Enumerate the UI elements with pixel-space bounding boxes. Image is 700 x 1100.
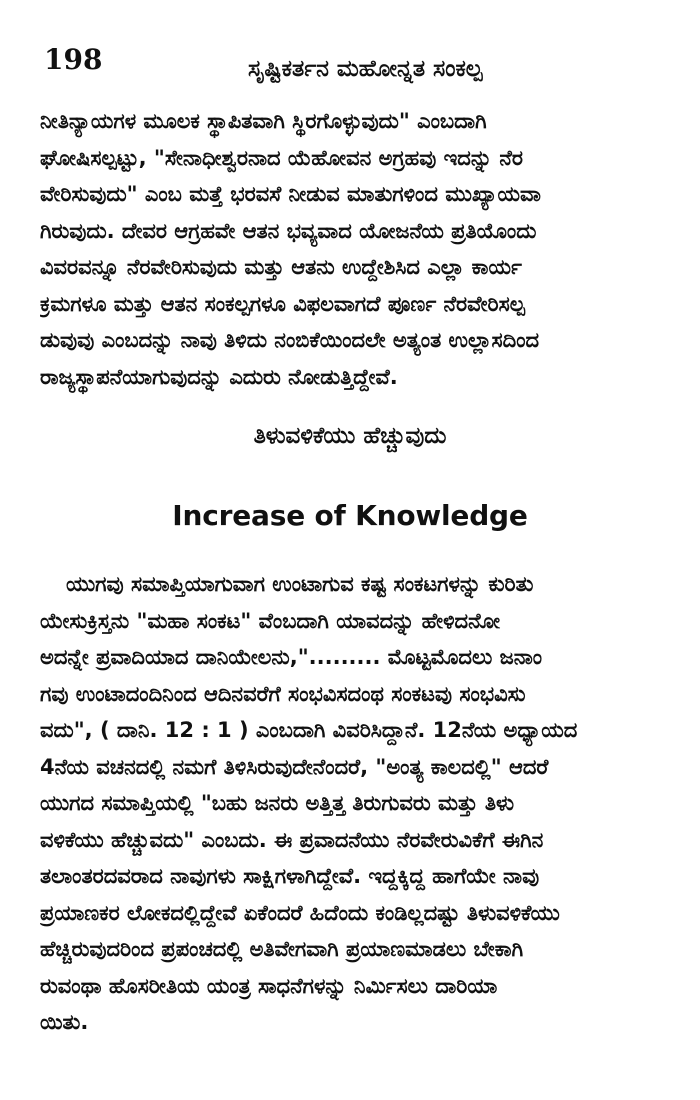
paragraph-line: ಯಿತು.	[40, 1010, 89, 1034]
paragraph-line: ಯುಗದ ಸಮಾಪ್ತಿಯಲ್ಲಿ "ಬಹು ಜನರು ಅತ್ತಿತ್ತ ತಿರುಗುವರು ಮತ್ತು ತಿಳು	[40, 791, 515, 815]
paragraph-line: ರುವಂಥಾ ಹೊಸರೀತಿಯ ಯಂತ್ರ ಸಾಧನೆಗಳನ್ನು ನಿರ್ಮಿಸಲು ದಾರಿಯಾ	[40, 973, 498, 998]
paragraph-line: ಅದನ್ನೇ ಪ್ರವಾದಿಯಾದ ದಾನಿಯೇಲನು,"......... ಮೊಟ್ಟಮೊದಲು ಜನಾಂ	[40, 645, 543, 669]
paragraph-line: 4ನೆಯ ವಚನದಲ್ಲಿ ನಮಗೆ ತಿಳಿಸಿರುವುದೇನೆಂದರೆ, "ಅಂತ್ಯ ಕಾಲದಲ್ಲಿ" ಆದರೆ	[40, 754, 549, 779]
paragraph-line: ವದು", ( ದಾನಿ. 12 : 1 ) ಎಂಬದಾಗಿ ವಿವರಿಸಿದ್ದಾನೆ. 12ನೆಯ ಅಧ್ಯಾಯದ	[40, 718, 578, 742]
paragraph-line: ಪ್ರಯಾಣಕರ ಲೋಕದಲ್ಲಿದ್ದೇವೆ ಏಕೆಂದರೆ ಹಿದೆಂದು ಕಂಡಿಲ್ಲದಷ್ಟು ತಿಳುವಳಿಕೆಯು	[40, 900, 560, 925]
paragraph-line: ಘೋಷಿಸಲ್ಪಟ್ಟು, "ಸೇನಾಧೀಶ್ವರನಾದ ಯೆಹೋವನ ಅಗ್ರಹವು ಇದನ್ನು ನೆರ	[40, 145, 523, 170]
paragraph-line: ನೀತಿನ್ಯಾಯಗಳ ಮೂಲಕ ಸ್ಥಾಪಿತವಾಗಿ ಸ್ಥಿರಗೊಳ್ಳುವುದು" ಎಂಬದಾಗಿ	[40, 109, 487, 133]
paragraph-line: ಕ್ರಮಗಳೂ ಮತ್ತು ಆತನ ಸಂಕಲ್ಪಗಳೂ ವಿಫಲವಾಗದೆ ಪೂರ್ಣ ನೆರವೇರಿಸಲ್ಪ	[40, 291, 525, 316]
paragraph-line: ವಳಿಕೆಯು ಹೆಚ್ಚುವದು" ಎಂಬದು. ಈ ಪ್ರವಾದನೆಯು ನೆರವೇರುವಿಕೆಗೆ ಈಗಿನ	[40, 827, 544, 852]
paragraph-line: ಡುವುವು ಎಂಬದನ್ನು ನಾವು ತಿಳಿದು ನಂಬಿಕೆಯಿಂದಲೇ ಅತ್ಯಂತ ಉಲ್ಲಾಸದಿಂದ	[40, 328, 540, 352]
paragraph-line: ಗಿರುವುದು. ದೇವರ ಆಗ್ರಹವೇ ಆತನ ಭವ್ಯವಾದ ಯೋಜನೆಯ ಪ್ರತಿಯೊಂದು	[40, 218, 537, 243]
paragraph-line: ವೇರಿಸುವುದು" ಎಂಬ ಮತ್ತೆ ಭರವಸೆ ನೀಡುವ ಮಾತುಗಳಿಂದ ಮುಖ್ಯಾಯವಾ	[40, 182, 541, 206]
paragraph-line: ಯುಗವು ಸಮಾಪ್ತಿಯಾಗುವಾಗ ಉಂಟಾಗುವ ಕಷ್ಟ ಸಂಕಟಗಳನ್ನು ಕುರಿತು	[66, 572, 534, 596]
page-number: 198	[44, 43, 103, 76]
paragraph-line: ತಲಾಂತರದವರಾದ ನಾವುಗಳು ಸಾಕ್ಷಿಗಳಾಗಿದ್ದೇವೆ. ಇದ್ದಕ್ಕಿದ್ದ ಹಾಗೆಯೇ ನಾವು	[40, 864, 540, 888]
paragraph-line: ವಿವರವನ್ನೂ ನೆರವೇರಿಸುವುದು ಮತ್ತು ಆತನು ಉದ್ದೇಶಿಸಿದ ಎಲ್ಲಾ ಕಾರ್ಯ	[40, 255, 522, 279]
paragraph-1	[40, 103, 660, 395]
paragraph-line: ಹೆಚ್ಚಿರುವುದರಿಂದ ಪ್ರಪಂಚದಲ್ಲಿ ಅತಿವೇಗವಾಗಿ ಪ್ರಯಾಣಮಾಡಲು ಬೇಕಾಗಿ	[40, 937, 524, 961]
paragraph-line: ಯೇಸುಕ್ರಿಸ್ತನು "ಮಹಾ ಸಂಕಟ" ವೆಂಬದಾಗಿ ಯಾವದನ್ನು ಹೇಳಿದನೋ	[40, 608, 501, 633]
section-heading-kannada: ತಿಳುವಳಿಕೆಯು ಹೆಚ್ಚುವುದು	[253, 423, 447, 449]
running-header: ಸೃಷ್ಟಿಕರ್ತನ ಮಹೋನ್ನತ ಸಂಕಲ್ಪ	[248, 56, 483, 82]
paragraph-line: ರಾಜ್ಯಸ್ಥಾಪನೆಯಾಗುವುದನ್ನು ಎದುರು ನೋಡುತ್ತಿದ್ದೇವೆ.	[40, 364, 398, 389]
paragraph-line: ಗವು ಉಂಟಾದಂದಿನಿಂದ ಆದಿನವರೆಗೆ ಸಂಭವಿಸದಂಥ ಸಂಕಟವು ಸಂಭವಿಸು	[40, 681, 526, 706]
paragraph-2	[40, 566, 660, 1041]
section-heading-english: Increase of Knowledge	[172, 499, 528, 532]
